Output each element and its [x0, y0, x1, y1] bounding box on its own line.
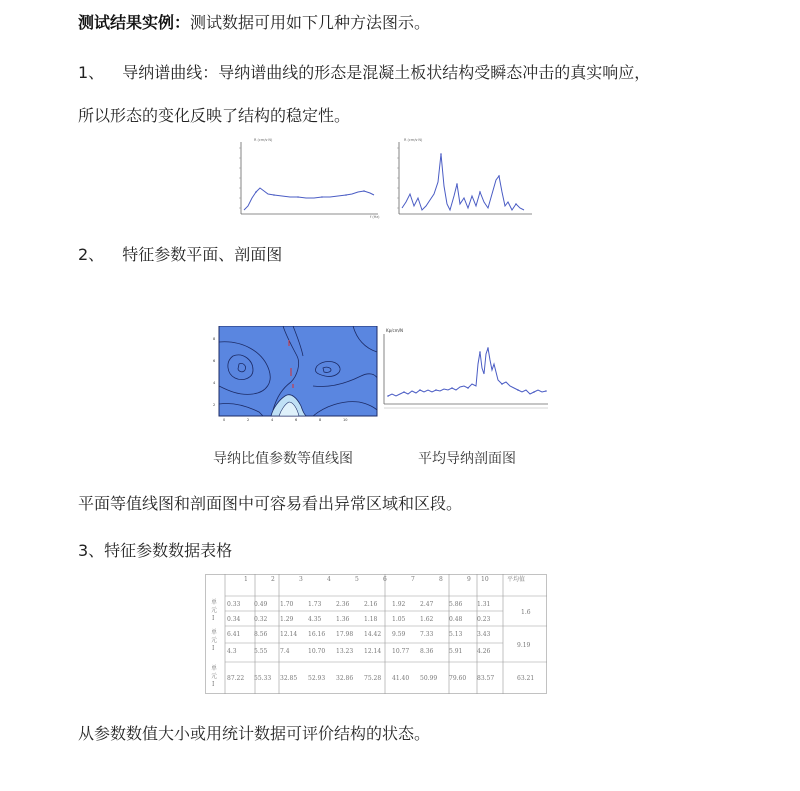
table-cell: 4.35: [308, 616, 322, 623]
svg-text:10: 10: [343, 418, 348, 422]
svg-text:f (Hz): f (Hz): [370, 215, 380, 219]
table-header: 8: [439, 576, 443, 583]
svg-text:R (cm/s·N): R (cm/s·N): [254, 138, 273, 142]
table-cell: 55.33: [254, 675, 272, 682]
svg-text:2: 2: [247, 418, 250, 422]
section1-line1: [78, 60, 650, 83]
parameter-table: [205, 574, 547, 694]
table-cell: 2.36: [336, 601, 350, 608]
table-cell: 83.57: [477, 675, 495, 682]
section1-number: 1、: [78, 63, 105, 82]
table-cell: 1.31: [477, 601, 491, 608]
svg-text:0: 0: [223, 418, 226, 422]
table-cell: 75.28: [364, 675, 382, 682]
spectrum-plot-left: [239, 138, 380, 219]
table-cell: 2.16: [364, 601, 378, 608]
table-cell: 5.55: [254, 648, 268, 655]
table-cell: 6.41: [227, 631, 241, 638]
table-cell: 79.60: [449, 675, 467, 682]
table-side-label: 单: [211, 665, 218, 672]
section3-title: 3、特征参数数据表格: [78, 541, 233, 560]
section2-summary: 平面等值线图和剖面图中可容易看出异常区域和区段。: [78, 494, 463, 513]
admittance-profile-figure: [380, 324, 552, 418]
table-cell: 2.47: [420, 601, 434, 608]
admittance-spectrum-plots: [232, 136, 538, 220]
table-side-label: 元: [211, 637, 218, 644]
table-cell: 3.43: [477, 631, 491, 638]
parameter-table-grid: [205, 574, 547, 694]
table-cell: 5.86: [449, 601, 463, 608]
caption-contour-map: 导纳比值参数等值线图: [213, 451, 353, 467]
table-header: 1: [244, 576, 248, 583]
table-cell: 0.49: [254, 601, 268, 608]
contour-map: [213, 326, 381, 422]
table-cell: 4.3: [227, 648, 237, 655]
intro-heading: 测试结果实例：: [78, 13, 191, 32]
table-cell: 1.62: [420, 616, 434, 623]
table-average: 63.21: [517, 675, 535, 682]
table-header: 3: [299, 576, 303, 583]
table-side-label: 单: [211, 599, 218, 606]
section2-line: [78, 242, 282, 265]
table-side-label: 元: [211, 607, 218, 614]
svg-text:4: 4: [213, 381, 216, 385]
table-cell: 1.05: [392, 616, 406, 623]
table-side-label: I: [212, 681, 215, 688]
table-cell: 1.36: [336, 616, 350, 623]
admittance-profile: [380, 324, 552, 414]
table-header: 10: [481, 576, 489, 583]
section1-text1: 导纳谱曲线：导纳谱曲线的形态是混凝土板状结构受瞬态冲击的真实响应，: [122, 63, 651, 82]
table-cell: 52.93: [308, 675, 326, 682]
table-side-label: 元: [211, 673, 218, 680]
table-side-label: I: [212, 615, 215, 622]
section3-conclusion: 从参数数值大小或用统计数据可评价结构的状态。: [78, 724, 431, 743]
table-cell: 4.26: [477, 648, 491, 655]
intro-line: [78, 10, 430, 33]
table-header: 2: [271, 576, 275, 583]
table-cell: 50.99: [420, 675, 438, 682]
table-cell: 17.98: [336, 631, 354, 638]
table-cell: 0.32: [254, 616, 268, 623]
table-header: 平均值: [507, 576, 526, 583]
section2-title: 特征参数平面、剖面图: [122, 245, 283, 264]
table-cell: 5.91: [449, 648, 463, 655]
admittance-spectrum-figure: [232, 136, 538, 224]
svg-text:Kp/cm/N: Kp/cm/N: [386, 328, 403, 333]
table-cell: 0.48: [449, 616, 463, 623]
intro-text: 测试数据可用如下几种方法图示。: [190, 13, 431, 32]
svg-text:6: 6: [213, 359, 216, 363]
svg-text:4: 4: [271, 418, 274, 422]
svg-text:6: 6: [295, 418, 298, 422]
table-cell: 32.85: [280, 675, 298, 682]
table-cell: 5.13: [449, 631, 463, 638]
table-cell: 13.23: [336, 648, 354, 655]
table-cell: 12.14: [280, 631, 298, 638]
table-cell: 9.59: [392, 631, 406, 638]
table-cell: 1.29: [280, 616, 294, 623]
table-cell: 7.4: [280, 648, 290, 655]
svg-text:2: 2: [213, 403, 216, 407]
table-cell: 1.70: [280, 601, 294, 608]
table-cell: 87.22: [227, 675, 245, 682]
table-cell: 0.33: [227, 601, 241, 608]
table-header: 4: [327, 576, 331, 583]
table-cell: 12.14: [364, 648, 382, 655]
table-cell: 0.34: [227, 616, 241, 623]
table-header: 9: [467, 576, 471, 583]
contour-map-figure: [213, 326, 381, 426]
svg-text:8: 8: [213, 337, 216, 341]
table-cell: 8.36: [420, 648, 434, 655]
table-cell: 41.40: [392, 675, 410, 682]
table-cell: 16.16: [308, 631, 326, 638]
table-side-label: 单: [211, 629, 218, 636]
table-cell: 8.56: [254, 631, 268, 638]
table-cell: 1.73: [308, 601, 322, 608]
spectrum-plot-right: [397, 138, 532, 214]
table-average: 9.19: [517, 642, 531, 649]
section2-number: 2、: [78, 245, 105, 264]
table-average: 1.6: [521, 609, 531, 616]
table-side-label: I: [212, 645, 215, 652]
table-cell: 14.42: [364, 631, 382, 638]
table-cell: 10.77: [392, 648, 410, 655]
table-header: 5: [355, 576, 359, 583]
table-cell: 0.23: [477, 616, 491, 623]
svg-text:8: 8: [319, 418, 322, 422]
caption-admittance-profile: 平均导纳剖面图: [418, 451, 516, 467]
table-cell: 7.33: [420, 631, 434, 638]
svg-text:R (cm/s·N): R (cm/s·N): [404, 138, 423, 142]
table-cell: 1.92: [392, 601, 406, 608]
section1-line2: 所以形态的变化反映了结构的稳定性。: [78, 106, 351, 125]
table-cell: 32.86: [336, 675, 354, 682]
table-header: 6: [383, 576, 387, 583]
table-body: [227, 601, 494, 682]
table-header: 7: [411, 576, 415, 583]
table-cell: 1.18: [364, 616, 378, 623]
table-cell: 10.70: [308, 648, 326, 655]
